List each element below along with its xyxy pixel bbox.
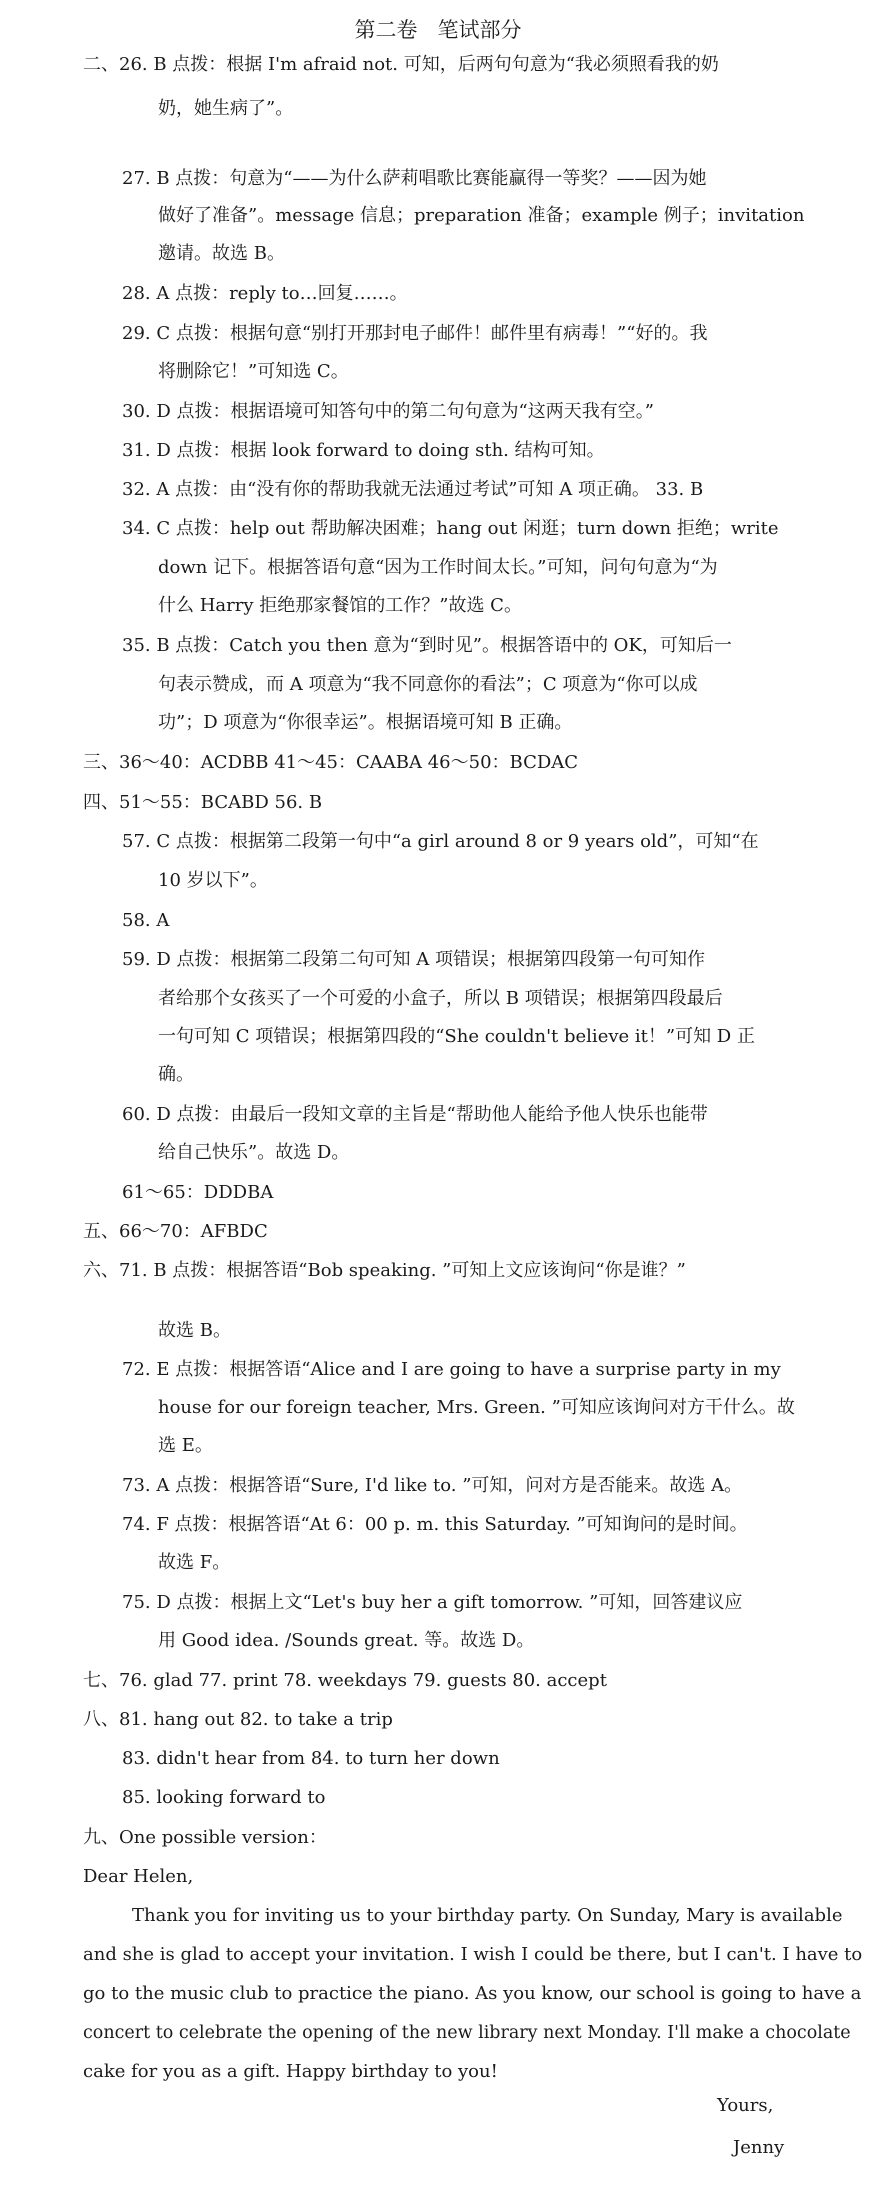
answer-29-line-1: 29. C 点拨：根据句意“别打开那封电子邮件！邮件里有病毒！”“好的。我 (122, 323, 708, 344)
answer-71-line-2: 故选 B。 (158, 1320, 231, 1341)
letter-greeting: Dear Helen, (83, 1866, 194, 1887)
answer-34-line-2: down 记下。根据答语句意“因为工作时间太长。”可知，问句句意为“为 (158, 557, 718, 578)
answer-74-line-2: 故选 F。 (158, 1552, 231, 1573)
answer-32-33: 32. A 点拨：由“没有你的帮助我就无法通过考试”可知 A 项正确。 33. B (122, 479, 704, 500)
section-8-answers-81-82: 八、81. hang out 82. to take a trip (83, 1709, 393, 1730)
answer-72-line-1: 72. E 点拨：根据答语“Alice and I are going to have a surprise party in my (122, 1359, 781, 1380)
answer-72-line-3: 选 E。 (158, 1435, 213, 1456)
answer-29-line-2: 将删除它！”可知选 C。 (158, 361, 349, 382)
answer-59-line-3: 一句可知 C 项错误；根据第四段的“She couldn't believe it！”可知 D 正 (158, 1026, 755, 1047)
answer-74-line-1: 74. F 点拨：根据答语“At 6：00 p. m. this Saturday. ”可知询问的是时间。 (122, 1514, 748, 1535)
answer-71-line-1: 六、71. B 点拨：根据答语“Bob speaking. ”可知上文应该询问“你是谁？” (83, 1260, 686, 1281)
answer-83-84: 83. didn't hear from 84. to turn her down (122, 1748, 500, 1769)
answer-59-line-4: 确。 (158, 1064, 194, 1085)
section-3-answers: 三、36～40：ACDBB 41～45：CAABA 46～50：BCDAC (83, 752, 579, 773)
section-7-answers: 七、76. glad 77. print 78. weekdays 79. guests 80. accept (83, 1670, 607, 1691)
answer-57-line-2: 10 岁以下”。 (158, 870, 268, 891)
answer-60-line-2: 给自己快乐”。故选 D。 (158, 1142, 350, 1163)
answer-75-line-1: 75. D 点拨：根据上文“Let's buy her a gift tomorrow. ”可知，回答建议应 (122, 1592, 743, 1613)
answer-75-line-2: 用 Good idea. /Sounds great. 等。故选 D。 (158, 1630, 535, 1651)
answer-35-line-2: 句表示赞成，而 A 项意为“我不同意你的看法”；C 项意为“你可以成 (158, 674, 698, 695)
answer-59-line-1: 59. D 点拨：根据第二段第二句可知 A 项错误；根据第四段第一句可知作 (122, 949, 705, 970)
answer-73: 73. A 点拨：根据答语“Sure, I'd like to. ”可知，问对方是否能来。故选 A。 (122, 1475, 743, 1496)
answer-59-line-2: 者给那个女孩买了一个可爱的小盒子，所以 B 项错误；根据第四段最后 (158, 988, 723, 1009)
letter-body-line-1: Thank you for inviting us to your birthday party. On Sunday, Mary is available (132, 1905, 843, 1926)
answer-85: 85. looking forward to (122, 1787, 326, 1808)
answer-27-line-3: 邀请。故选 B。 (158, 243, 285, 264)
answer-58: 58. A (122, 910, 170, 931)
answer-26-line-2: 奶，她生病了”。 (158, 98, 294, 119)
answer-57-line-1: 57. C 点拨：根据第二段第一句中“a girl around 8 or 9 years old”，可知“在 (122, 831, 759, 852)
answer-35-line-3: 功”；D 项意为“你很幸运”。根据语境可知 B 正确。 (158, 712, 573, 733)
answer-34-line-3: 什么 Harry 拒绝那家餐馆的工作？”故选 C。 (158, 595, 522, 616)
section-5-answers: 五、66～70：AFBDC (83, 1221, 268, 1242)
answer-27-line-2: 做好了准备”。message 信息；preparation 准备；example 例子；invitation (158, 205, 805, 226)
letter-body-line-4: concert to celebrate the opening of the new library next Monday. I'll make a chocolate (83, 2023, 851, 2043)
answer-34-line-1: 34. C 点拨：help out 帮助解决困难；hang out 闲逛；turn down 拒绝；write (122, 518, 779, 539)
section-title: 第二卷 笔试部分 (354, 18, 522, 42)
answer-26-line-1: 二、26. B 点拨：根据 I'm afraid not. 可知，后两句句意为“我必须照看我的奶 (83, 54, 719, 75)
answer-31: 31. D 点拨：根据 look forward to doing sth. 结构可知。 (122, 440, 605, 461)
section-4-answers: 四、51～55：BCABD 56. B (83, 792, 323, 813)
letter-body-line-3: go to the music club to practice the piano. As you know, our school is going to have a (83, 1983, 862, 2004)
closing-yours: Yours, (717, 2095, 774, 2116)
answer-30: 30. D 点拨：根据语境可知答句中的第二句句意为“这两天我有空。” (122, 401, 654, 422)
answer-28: 28. A 点拨：reply to…回复……。 (122, 283, 408, 304)
answer-27-line-1: 27. B 点拨：句意为“——为什么萨莉唱歌比赛能赢得一等奖？——因为她 (122, 168, 707, 189)
letter-body-line-2: and she is glad to accept your invitation. I wish I could be there, but I can't. I have to (83, 1944, 863, 1965)
section-9-heading: 九、One possible version： (83, 1827, 327, 1848)
answer-61-65: 61～65：DDDBA (122, 1182, 274, 1203)
signature-jenny: Jenny (733, 2137, 785, 2158)
answer-72-line-2: house for our foreign teacher, Mrs. Green. ”可知应该询问对方干什么。故 (158, 1397, 795, 1418)
answer-60-line-1: 60. D 点拨：由最后一段知文章的主旨是“帮助他人能给予他人快乐也能带 (122, 1104, 708, 1125)
answer-35-line-1: 35. B 点拨：Catch you then 意为“到时见”。根据答语中的 OK，可知后一 (122, 635, 732, 656)
letter-body-line-5: cake for you as a gift. Happy birthday to you! (83, 2061, 498, 2082)
